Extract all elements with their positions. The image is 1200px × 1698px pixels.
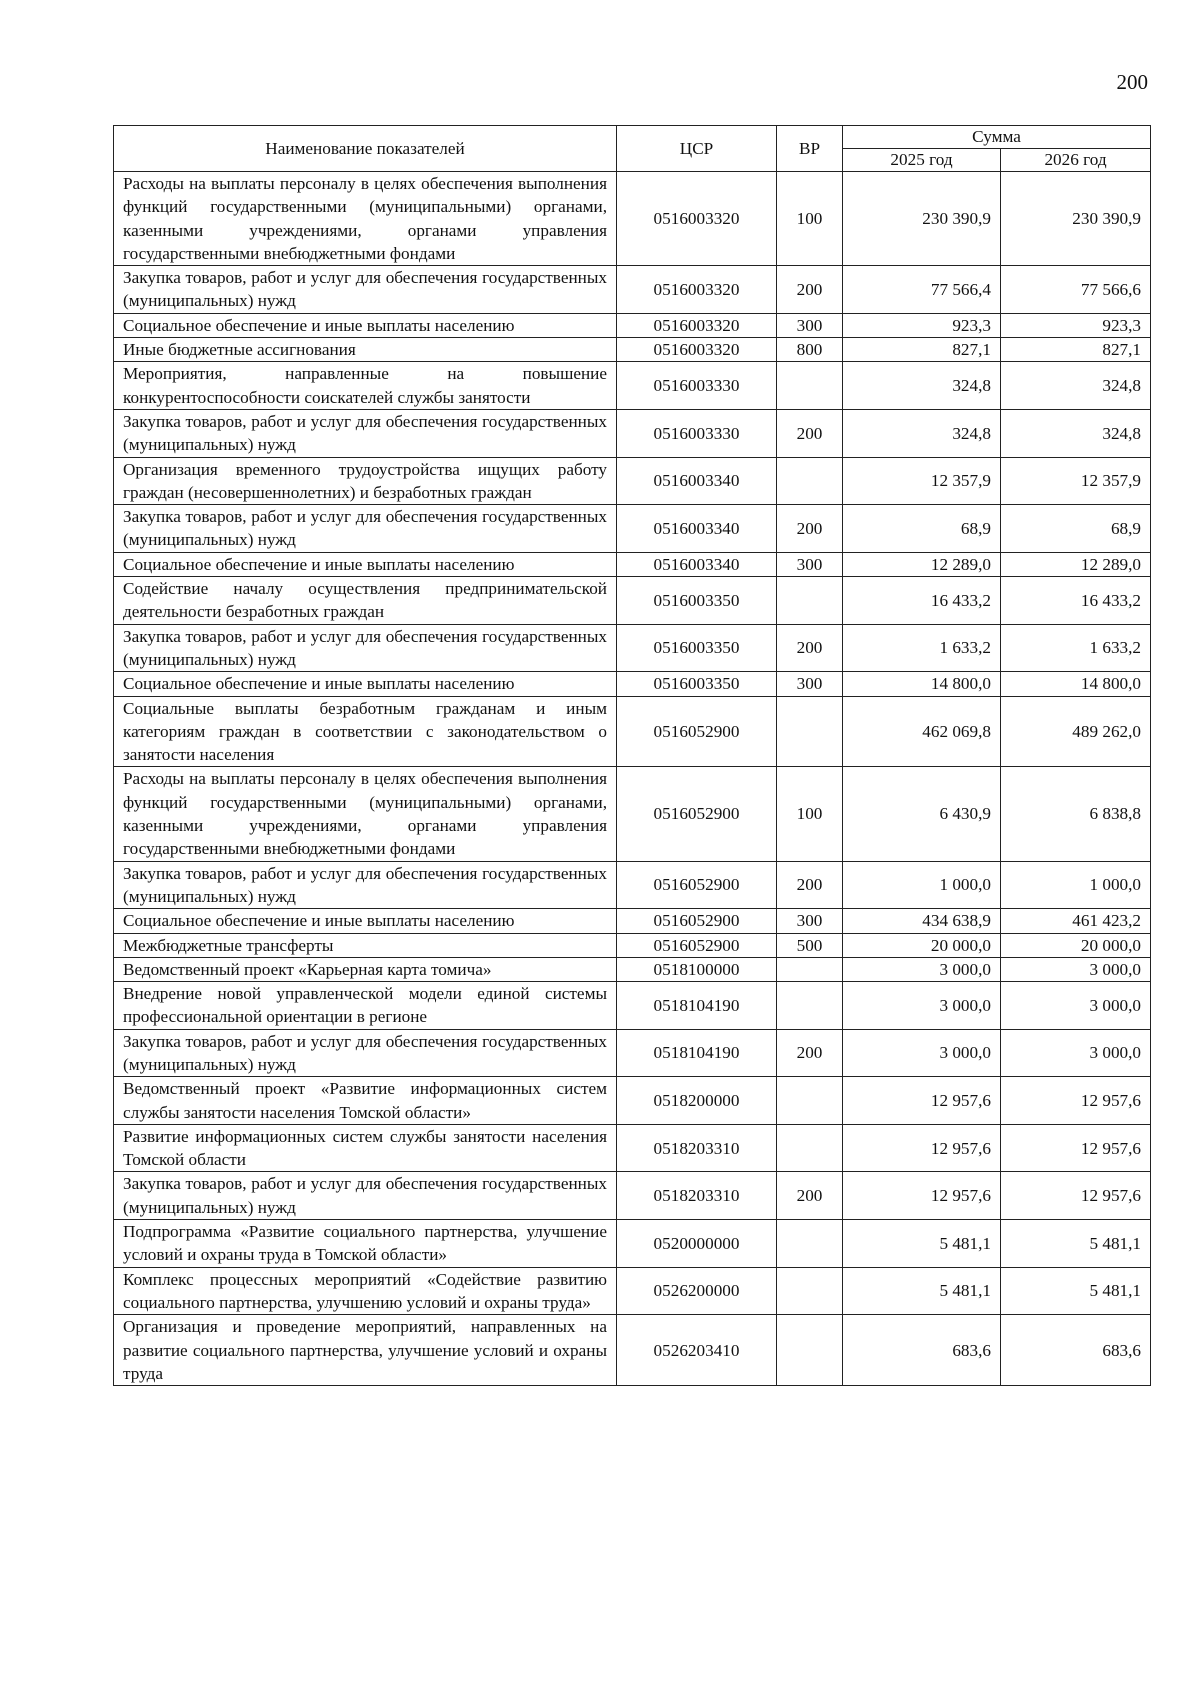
row-sum-2026-cell: 12 957,6 (1001, 1077, 1151, 1125)
row-csr-cell: 0516003340 (617, 457, 777, 505)
table-row (114, 861, 1151, 909)
row-vr-cell (777, 1315, 843, 1386)
row-csr-cell: 0516003340 (617, 505, 777, 553)
row-sum-2025-cell: 5 481,1 (843, 1267, 1001, 1315)
budget-table (113, 125, 1151, 1386)
row-vr-cell: 200 (777, 861, 843, 909)
row-sum-2025-cell: 683,6 (843, 1315, 1001, 1386)
table-row (114, 577, 1151, 625)
row-vr-cell (777, 1267, 843, 1315)
page-number: 200 (1116, 70, 1148, 94)
row-vr-cell (777, 957, 843, 981)
row-csr-cell: 0518104190 (617, 1029, 777, 1077)
row-vr-cell (777, 362, 843, 410)
row-sum-2026-cell: 20 000,0 (1001, 933, 1151, 957)
row-sum-2026-cell: 3 000,0 (1001, 957, 1151, 981)
table-row (114, 172, 1151, 266)
row-vr-cell (777, 1220, 843, 1268)
row-name-cell: Организация временного трудоустройства ищущих работу граждан (несовершеннолетних) и безработных граждан (114, 457, 617, 505)
row-csr-cell: 0516003320 (617, 266, 777, 314)
row-sum-2025-cell: 12 957,6 (843, 1077, 1001, 1125)
row-name-cell: Внедрение новой управленческой модели единой системы профессиональной ориентации в регионе (114, 982, 617, 1030)
table-header (114, 126, 1151, 172)
row-vr-cell (777, 1077, 843, 1125)
row-csr-cell: 0526200000 (617, 1267, 777, 1315)
row-sum-2025-cell: 12 957,6 (843, 1172, 1001, 1220)
row-vr-cell (777, 577, 843, 625)
row-vr-cell: 100 (777, 767, 843, 861)
row-sum-2025-cell: 6 430,9 (843, 767, 1001, 861)
row-sum-2026-cell: 68,9 (1001, 505, 1151, 553)
row-sum-2025-cell: 324,8 (843, 362, 1001, 410)
table-row (114, 313, 1151, 337)
row-name-cell: Закупка товаров, работ и услуг для обеспечения государственных (муниципальных) нужд (114, 409, 617, 457)
table-row (114, 1172, 1151, 1220)
row-sum-2025-cell: 5 481,1 (843, 1220, 1001, 1268)
row-sum-2025-cell: 12 957,6 (843, 1124, 1001, 1172)
row-sum-2025-cell: 923,3 (843, 313, 1001, 337)
row-name-cell: Содействие началу осуществления предпринимательской деятельности безработных граждан (114, 577, 617, 625)
table-row (114, 957, 1151, 981)
table-row (114, 505, 1151, 553)
row-name-cell: Мероприятия, направленные на повышение конкурентоспособности соискателей службы занятости (114, 362, 617, 410)
table-row (114, 624, 1151, 672)
row-name-cell: Закупка товаров, работ и услуг для обеспечения государственных (муниципальных) нужд (114, 1172, 617, 1220)
row-csr-cell: 0518100000 (617, 957, 777, 981)
row-sum-2026-cell: 14 800,0 (1001, 672, 1151, 696)
row-name-cell: Организация и проведение мероприятий, направленных на развитие социального партнерства, улучшение условий и охраны труда (114, 1315, 617, 1386)
row-csr-cell: 0516052900 (617, 861, 777, 909)
table-row (114, 933, 1151, 957)
row-sum-2025-cell: 14 800,0 (843, 672, 1001, 696)
row-sum-2026-cell: 827,1 (1001, 338, 1151, 362)
table-row (114, 1267, 1151, 1315)
table-row (114, 696, 1151, 767)
row-vr-cell: 300 (777, 909, 843, 933)
table-row (114, 552, 1151, 576)
row-sum-2026-cell: 5 481,1 (1001, 1267, 1151, 1315)
table-row (114, 1029, 1151, 1077)
row-name-cell: Ведомственный проект «Карьерная карта томича» (114, 957, 617, 981)
table-row (114, 338, 1151, 362)
row-vr-cell: 800 (777, 338, 843, 362)
row-name-cell: Закупка товаров, работ и услуг для обеспечения государственных (муниципальных) нужд (114, 861, 617, 909)
row-csr-cell: 0516052900 (617, 696, 777, 767)
row-sum-2026-cell: 3 000,0 (1001, 982, 1151, 1030)
row-vr-cell: 200 (777, 266, 843, 314)
table-row (114, 672, 1151, 696)
row-sum-2025-cell: 68,9 (843, 505, 1001, 553)
row-sum-2025-cell: 12 289,0 (843, 552, 1001, 576)
row-sum-2025-cell: 462 069,8 (843, 696, 1001, 767)
row-sum-2025-cell: 1 633,2 (843, 624, 1001, 672)
row-sum-2025-cell: 1 000,0 (843, 861, 1001, 909)
table-row (114, 982, 1151, 1030)
row-csr-cell: 0516052900 (617, 909, 777, 933)
row-csr-cell: 0516052900 (617, 933, 777, 957)
table-row (114, 362, 1151, 410)
row-name-cell: Межбюджетные трансферты (114, 933, 617, 957)
row-name-cell: Развитие информационных систем службы занятости населения Томской области (114, 1124, 617, 1172)
row-name-cell: Закупка товаров, работ и услуг для обеспечения государственных (муниципальных) нужд (114, 1029, 617, 1077)
row-vr-cell: 100 (777, 172, 843, 266)
table-row (114, 457, 1151, 505)
row-csr-cell: 0516003320 (617, 172, 777, 266)
table-row (114, 767, 1151, 861)
row-name-cell: Социальное обеспечение и иные выплаты населению (114, 909, 617, 933)
row-name-cell: Социальные выплаты безработным гражданам и иным категориям граждан в соответствии с законодательством о занятости населения (114, 696, 617, 767)
row-csr-cell: 0516052900 (617, 767, 777, 861)
row-name-cell: Иные бюджетные ассигнования (114, 338, 617, 362)
row-sum-2026-cell: 12 357,9 (1001, 457, 1151, 505)
row-vr-cell: 300 (777, 552, 843, 576)
row-sum-2026-cell: 324,8 (1001, 362, 1151, 410)
row-vr-cell (777, 982, 843, 1030)
row-sum-2026-cell: 77 566,6 (1001, 266, 1151, 314)
row-sum-2025-cell: 230 390,9 (843, 172, 1001, 266)
row-vr-cell: 300 (777, 313, 843, 337)
header-csr: ЦСР (617, 126, 777, 172)
row-name-cell: Подпрограмма «Развитие социального партнерства, улучшение условий и охраны труда в Томской области» (114, 1220, 617, 1268)
row-name-cell: Закупка товаров, работ и услуг для обеспечения государственных (муниципальных) нужд (114, 624, 617, 672)
row-name-cell: Расходы на выплаты персоналу в целях обеспечения выполнения функций государственными (муниципальными) органами, казенными учреждениями, органами управления государственными внебюджетными фондами (114, 767, 617, 861)
row-vr-cell: 200 (777, 1029, 843, 1077)
row-sum-2026-cell: 5 481,1 (1001, 1220, 1151, 1268)
row-vr-cell: 500 (777, 933, 843, 957)
row-vr-cell: 200 (777, 624, 843, 672)
row-csr-cell: 0516003320 (617, 338, 777, 362)
row-sum-2025-cell: 12 357,9 (843, 457, 1001, 505)
row-csr-cell: 0516003350 (617, 624, 777, 672)
row-sum-2026-cell: 12 289,0 (1001, 552, 1151, 576)
row-vr-cell: 200 (777, 505, 843, 553)
table-row (114, 266, 1151, 314)
row-csr-cell: 0518104190 (617, 982, 777, 1030)
row-csr-cell: 0518200000 (617, 1077, 777, 1125)
row-csr-cell: 0518203310 (617, 1172, 777, 1220)
row-sum-2025-cell: 77 566,4 (843, 266, 1001, 314)
header-name: Наименование показателей (114, 126, 617, 172)
row-sum-2026-cell: 923,3 (1001, 313, 1151, 337)
row-csr-cell: 0518203310 (617, 1124, 777, 1172)
row-name-cell: Социальное обеспечение и иные выплаты населению (114, 313, 617, 337)
row-sum-2026-cell: 324,8 (1001, 409, 1151, 457)
header-sum: Сумма (843, 126, 1151, 149)
row-sum-2026-cell: 16 433,2 (1001, 577, 1151, 625)
table-row (114, 1220, 1151, 1268)
table-row (114, 1124, 1151, 1172)
row-sum-2026-cell: 12 957,6 (1001, 1172, 1151, 1220)
row-vr-cell (777, 457, 843, 505)
table-row (114, 909, 1151, 933)
row-name-cell: Комплекс процессных мероприятий «Содействие развитию социального партнерства, улучшению условий и охраны труда» (114, 1267, 617, 1315)
row-sum-2026-cell: 6 838,8 (1001, 767, 1151, 861)
row-csr-cell: 0520000000 (617, 1220, 777, 1268)
row-sum-2025-cell: 827,1 (843, 338, 1001, 362)
row-vr-cell: 300 (777, 672, 843, 696)
header-year-2026: 2026 год (1001, 149, 1151, 172)
row-csr-cell: 0516003350 (617, 672, 777, 696)
row-sum-2025-cell: 20 000,0 (843, 933, 1001, 957)
row-sum-2025-cell: 3 000,0 (843, 1029, 1001, 1077)
row-name-cell: Ведомственный проект «Развитие информационных систем службы занятости населения Томской области» (114, 1077, 617, 1125)
row-sum-2026-cell: 3 000,0 (1001, 1029, 1151, 1077)
row-vr-cell: 200 (777, 1172, 843, 1220)
row-sum-2025-cell: 16 433,2 (843, 577, 1001, 625)
table-row (114, 1315, 1151, 1386)
header-year-2025: 2025 год (843, 149, 1001, 172)
row-sum-2026-cell: 1 000,0 (1001, 861, 1151, 909)
row-sum-2025-cell: 434 638,9 (843, 909, 1001, 933)
row-sum-2025-cell: 3 000,0 (843, 957, 1001, 981)
row-csr-cell: 0516003320 (617, 313, 777, 337)
row-vr-cell (777, 1124, 843, 1172)
row-sum-2026-cell: 1 633,2 (1001, 624, 1151, 672)
row-name-cell: Социальное обеспечение и иные выплаты населению (114, 552, 617, 576)
row-csr-cell: 0516003330 (617, 409, 777, 457)
row-sum-2026-cell: 12 957,6 (1001, 1124, 1151, 1172)
row-sum-2025-cell: 3 000,0 (843, 982, 1001, 1030)
row-csr-cell: 0516003330 (617, 362, 777, 410)
table-row (114, 1077, 1151, 1125)
row-sum-2025-cell: 324,8 (843, 409, 1001, 457)
header-vr: ВР (777, 126, 843, 172)
table-row (114, 409, 1151, 457)
row-name-cell: Расходы на выплаты персоналу в целях обеспечения выполнения функций государственными (муниципальными) органами, казенными учреждениями, органами управления государственными внебюджетными фондами (114, 172, 617, 266)
row-name-cell: Закупка товаров, работ и услуг для обеспечения государственных (муниципальных) нужд (114, 266, 617, 314)
row-csr-cell: 0526203410 (617, 1315, 777, 1386)
row-sum-2026-cell: 461 423,2 (1001, 909, 1151, 933)
row-vr-cell: 200 (777, 409, 843, 457)
row-csr-cell: 0516003350 (617, 577, 777, 625)
row-name-cell: Социальное обеспечение и иные выплаты населению (114, 672, 617, 696)
row-csr-cell: 0516003340 (617, 552, 777, 576)
row-sum-2026-cell: 489 262,0 (1001, 696, 1151, 767)
row-vr-cell (777, 696, 843, 767)
table-body (114, 172, 1151, 1386)
row-name-cell: Закупка товаров, работ и услуг для обеспечения государственных (муниципальных) нужд (114, 505, 617, 553)
row-sum-2026-cell: 683,6 (1001, 1315, 1151, 1386)
row-sum-2026-cell: 230 390,9 (1001, 172, 1151, 266)
